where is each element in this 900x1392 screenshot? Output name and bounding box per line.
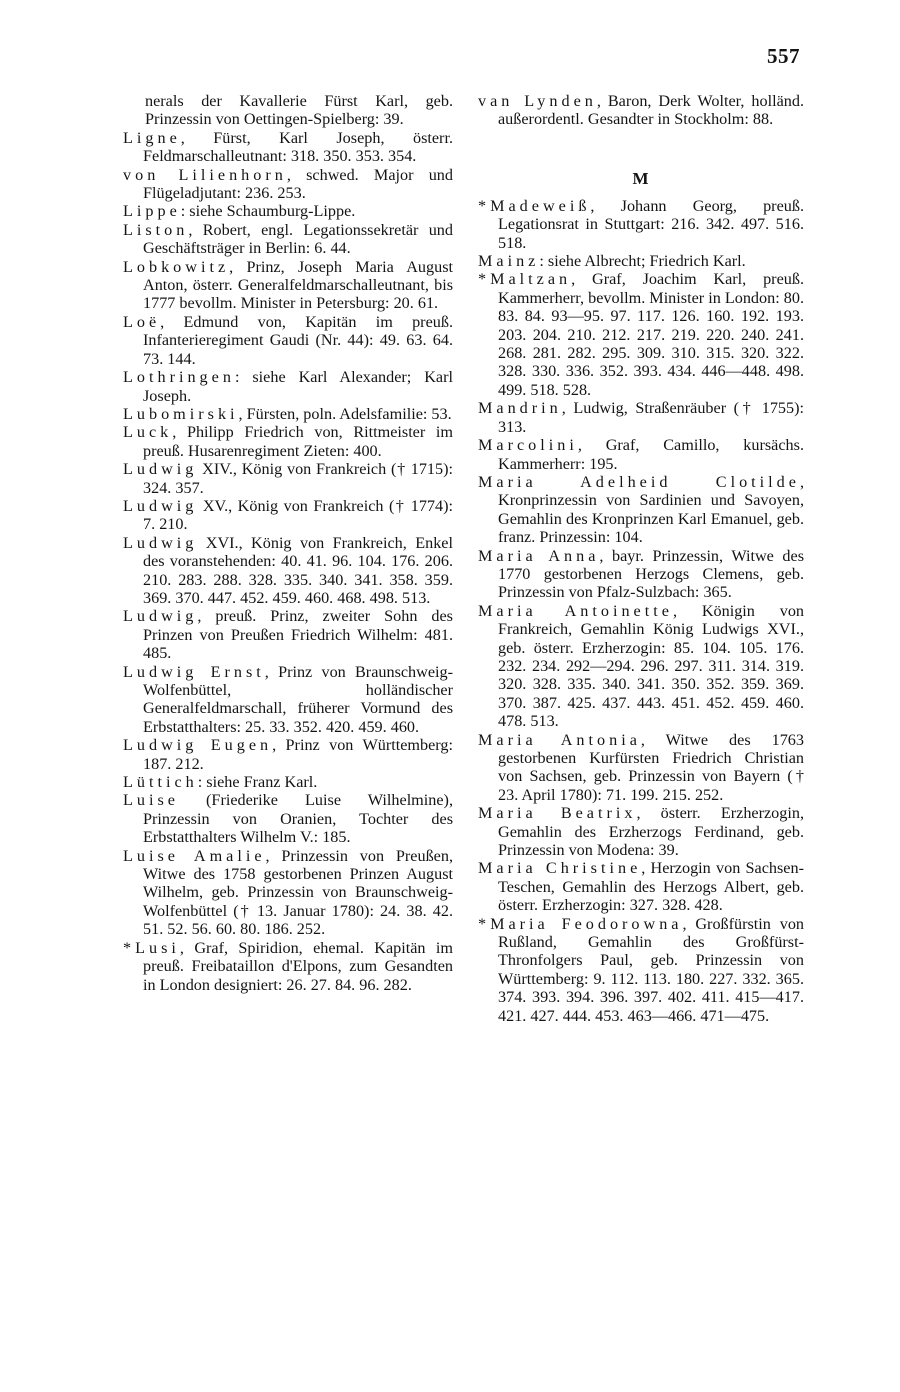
entry-text: , Witwe des 1763 gestorbenen Kurfürsten Friedrich Christian von Sachsen, geb. Prinzessin von Bayern († 23. April 1780): 71. 199. 215. 252. [498, 730, 804, 804]
entry-headword: von Lilienhorn [123, 165, 287, 184]
entry-text: , Prinz, Joseph Maria August Anton, österr. Generalfeldmarschalleutnant, bis 1777 bevollm. Minister in Petersburg: 20. 61. [143, 257, 453, 313]
entry-text: , Graf, Spiridion, ehemal. Kapitän im preuß. Freibataillon d'Elpons, zum Gesandten in London designiert: 26. 27. 84. 96. 282. [143, 938, 453, 994]
entry-headword: Mainz [478, 252, 540, 271]
index-entry [123, 166, 453, 203]
entry-headword: Mandrin [478, 399, 562, 418]
entry-text: (Friederike Luise Wilhelmine), Prinzessin von Oranien, Tochter des Erbstatthalters Wilhelm V.: 185. [143, 791, 453, 847]
index-entry [123, 92, 453, 129]
entry-headword: *Maltzan [478, 270, 572, 289]
entry-headword: *Madeweiß [478, 196, 591, 215]
entry-text: : siehe Albrecht; Friedrich Karl. [539, 252, 746, 271]
entry-text: , Baron, Derk Wolter, holländ. außerordentl. Gesandter in Stockholm: 88. [498, 92, 804, 129]
index-entry [123, 368, 453, 405]
index-entry [123, 773, 453, 791]
entry-text: , Johann Georg, preuß. Legationsrat in Stuttgart: 216. 342. 497. 516. 518. [498, 196, 804, 252]
index-entry [123, 607, 453, 662]
entry-headword: Ludwig [123, 533, 198, 552]
index-entry [123, 497, 453, 534]
entry-text: , Großfürstin von Rußland, Gemahlin des Großfürst-Thronfolgers Paul, geb. Prinzessin von Württemberg: 9. 112. 113. 180. 227. 332. 365. 374. 393. 394. 396. 397. 402. 411. 415—417. 421. 427. 444. 453. 463—466. 471—475. [498, 914, 805, 1025]
entry-text: , bayr. Prinzessin, Witwe des 1770 gestorbenen Herzogs Clemens, geb. Prinzessin von Pfalz-Sulzbach: 365. [498, 546, 804, 602]
entry-headword: Ligne [123, 128, 181, 147]
entry-text: nerals der Kavallerie Fürst Karl, geb. Prinzessin von Oettingen-Spielberg: 39. [145, 92, 453, 129]
entry-text: , preuß. Prinz, zweiter Sohn des Prinzen von Preußen Friedrich Wilhelm: 481. 485. [143, 607, 453, 663]
index-entry [478, 547, 804, 602]
entry-headword: Liston [123, 220, 189, 239]
entry-headword: Maria Adelheid Clotilde [478, 472, 800, 491]
entry-text: , Prinzessin von Preußen, Witwe des 1758 gestorbenen Prinzen August Wilhelm, geb. Prinzessin von Braunschweig-Wolfenbüttel († 13. Januar 1780): 24. 38. 42. 51. 52. 56. 60. 80. 186. 252. [143, 846, 453, 939]
entry-text: XV., König von Frankreich († 1774): 7. 210. [143, 496, 453, 534]
entry-text: , Königin von Frankreich, Gemahlin König Ludwigs XVI., geb. österr. Erzherzogin: 85. 104. 105. 176. 232. 234. 292—294. 296. 297. 311. 314. 319. 320. 328. 335. 340. 341. 350. 352. 359. 369. 370. 387. 425. 437. 443. 451. 452. 459. 460. 478. 513. [498, 601, 805, 731]
index-entry [123, 423, 453, 460]
entry-text: , Edmund von, Kapitän im preuß. Infanterieregiment Gaudi (Nr. 44): 49. 63. 64. 73. 144. [143, 312, 453, 368]
entry-headword: Ludwig Eugen [123, 736, 273, 755]
index-entry [478, 399, 804, 436]
entry-headword: Maria Anna [478, 546, 600, 565]
right-column [478, 92, 804, 1025]
entry-text: , Prinz von Braunschweig-Wolfenbüttel, holländischer Generalfeldmarschall, früherer Vormund des Erbstatthalters: 25. 33. 352. 420. 459. 460. [143, 662, 453, 736]
entry-headword: Marcolini [478, 436, 578, 455]
index-entry [123, 939, 453, 994]
entry-text: , Kronprinzessin von Sardinien und Savoyen, Gemahlin des Kronprinzen Karl Emanuel, geb. franz. Prinzessin: 104. [498, 472, 804, 547]
entry-text: XVI., König von Frankreich, Enkel des voranstehenden: 40. 41. 96. 104. 176. 206. 210. 283. 288. 328. 335. 340. 341. 358. 359. 369. 370. 447. 452. 459. 460. 468. 498. 513. [143, 533, 453, 607]
page-number: 557 [767, 44, 800, 68]
entry-headword: Lobkowitz [123, 257, 230, 276]
index-entry [478, 473, 804, 547]
index-entry [478, 92, 804, 129]
entry-headword: Lippe [123, 202, 181, 221]
entry-headword: Loë [123, 312, 161, 331]
entry-text: , Fürst, Karl Joseph, österr. Feldmarschalleutnant: 318. 350. 353. 354. [143, 128, 453, 166]
entry-headword: Ludwig [123, 496, 198, 515]
index-entry [123, 202, 453, 220]
entry-headword: Ludwig [123, 607, 198, 626]
entry-headword: Lothringen [123, 368, 235, 387]
index-entry [478, 602, 804, 731]
entry-headword: Maria Christine [478, 859, 642, 878]
entry-text: , Ludwig, Straßenräuber († 1755): 313. [498, 399, 804, 436]
entry-text: : siehe Karl Alexander; Karl Joseph. [143, 368, 453, 405]
index-entry [123, 460, 453, 497]
entry-headword: *Lusi [123, 938, 180, 957]
entry-headword: Maria Antoinette [478, 601, 673, 620]
entry-text: , Philipp Friedrich von, Rittmeister im preuß. Husarenregiment Zieten: 400. [143, 423, 453, 460]
index-entry [478, 252, 804, 270]
entry-headword: Lubomirski [123, 404, 239, 423]
entry-headword: *Maria Feodorowna [478, 914, 683, 933]
index-entry [478, 197, 804, 252]
left-column [123, 92, 453, 994]
section-letter: M [632, 168, 650, 188]
entry-text: , Prinz von Württemberg: 187. 212. [143, 736, 453, 773]
index-entry [123, 791, 453, 846]
entry-text: , österr. Erzherzogin, Gemahlin des Erzherzogs Ferdinand, geb. Prinzessin von Modena: 39. [498, 804, 805, 860]
entry-text: XIV., König von Frankreich († 1715): 324. 357. [143, 460, 453, 497]
entry-text: , schwed. Major und Flügeladjutant: 236. 253. [143, 165, 453, 203]
index-entry [478, 859, 804, 914]
index-entry [478, 436, 804, 473]
index-entry [123, 221, 453, 258]
entry-text: , Graf, Joachim Karl, preuß. Kammerherr, bevollm. Minister in London: 80. 83. 84. 93—95. 97. 117. 126. 160. 192. 193. 203. 204. 210. 212. 217. 219. 220. 240. 241. 268. 281. 282. 295. 309. 310. 315. 320. 322. 328. 330. 336. 352. 393. 434. 446—448. 498. 499. 518. 528. [498, 270, 804, 399]
entries-before-section [478, 92, 804, 129]
entry-headword: Ludwig [123, 460, 198, 479]
index-entry [123, 405, 453, 423]
index-entry [123, 847, 453, 939]
entry-text: , Graf, Camillo, kursächs. Kammerherr: 195. [498, 436, 804, 473]
entry-headword: Luise [123, 791, 179, 810]
index-entry [478, 270, 804, 399]
index-entry [123, 663, 453, 737]
entry-text: , Fürsten, poln. Adelsfamilie: 53. [238, 404, 452, 423]
entry-text: , Herzogin von Sachsen-Teschen, Gemahlin des Herzogs Albert, geb. österr. Erzherzogin: 327. 328. 428. [498, 859, 804, 915]
index-entry [123, 258, 453, 313]
entry-headword: Luck [123, 423, 173, 442]
entry-headword: Luise Amalie [123, 846, 266, 865]
index-entry [123, 129, 453, 166]
entry-headword: Maria Antonia [478, 730, 641, 749]
entry-headword: van Lynden [478, 92, 597, 110]
index-entry [478, 804, 804, 859]
entry-headword: Maria Beatrix [478, 804, 637, 823]
entry-text: : siehe Schaumburg-Lippe. [180, 202, 356, 221]
index-entry [123, 313, 453, 368]
index-entry [478, 731, 804, 805]
entry-text: : siehe Franz Karl. [197, 773, 318, 792]
index-entry [123, 736, 453, 773]
entry-headword: Ludwig Ernst [123, 662, 265, 681]
entry-text: , Robert, engl. Legationssekretär und Geschäftsträger in Berlin: 6. 44. [143, 220, 453, 258]
index-entry [478, 915, 804, 1025]
entries-after-section [478, 197, 804, 1025]
entry-headword: Lüttich [123, 773, 198, 792]
index-entry [123, 534, 453, 608]
